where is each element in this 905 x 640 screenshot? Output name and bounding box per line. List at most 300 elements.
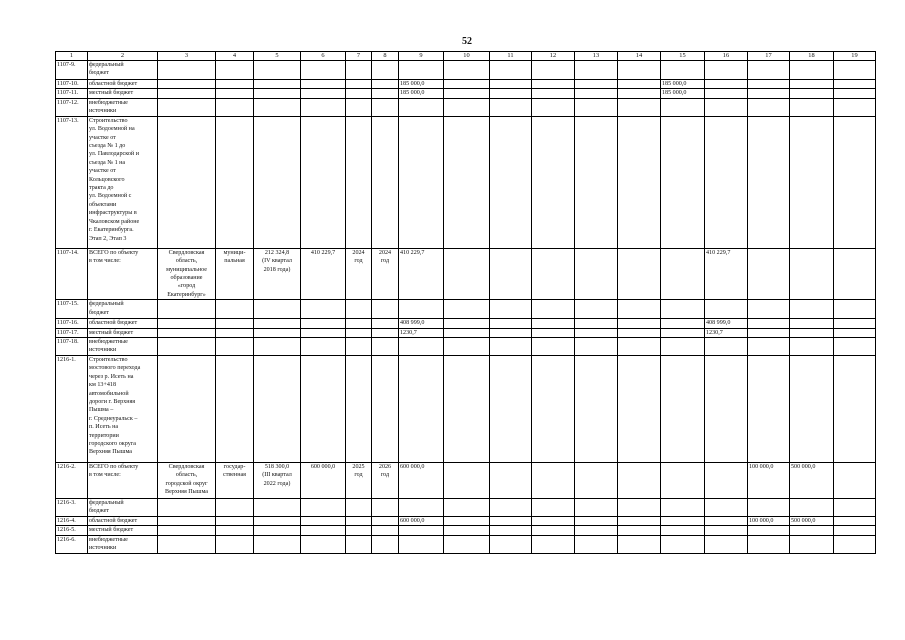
location-cell: Свердловская область, муниципальное образование «город Екатеринбург» (158, 248, 216, 299)
location-cell (158, 498, 216, 516)
end-year-cell (372, 535, 399, 553)
amount-cell (790, 498, 834, 516)
amount-cell (790, 526, 834, 535)
amount-cell (834, 498, 876, 516)
amount-cell (532, 355, 575, 462)
amount-cell (490, 498, 532, 516)
amount-cell (490, 462, 532, 498)
amount-cell (661, 300, 705, 319)
amount-cell (790, 116, 834, 248)
amount-cell (790, 355, 834, 462)
amount-cell (575, 328, 618, 337)
end-year-cell (372, 98, 399, 116)
end-year-cell (372, 61, 399, 80)
total-cost-cell (301, 516, 346, 525)
start-year-cell (346, 61, 372, 80)
row-code-cell: 1107-18. (56, 338, 88, 356)
total-cost-cell (301, 535, 346, 553)
amount-cell (790, 98, 834, 116)
ownership-cell (216, 498, 254, 516)
column-number-header: 18 (790, 52, 834, 61)
total-cost-cell (301, 355, 346, 462)
column-number-header: 12 (532, 52, 575, 61)
amount-cell: 408 999,0 (399, 319, 444, 328)
location-cell (158, 526, 216, 535)
amount-cell (490, 300, 532, 319)
total-cost-cell (301, 116, 346, 248)
column-number-header: 8 (372, 52, 399, 61)
amount-cell (834, 535, 876, 553)
amount-cell (618, 535, 661, 553)
amount-cell (575, 89, 618, 98)
ownership-cell (216, 300, 254, 319)
amount-cell (618, 462, 661, 498)
amount-cell (490, 338, 532, 356)
start-year-cell (346, 319, 372, 328)
amount-cell (575, 355, 618, 462)
location-cell (158, 116, 216, 248)
amount-cell (705, 462, 748, 498)
table-row (56, 300, 876, 319)
table-row (56, 355, 876, 462)
row-code-cell: 1107-11. (56, 89, 88, 98)
amount-cell (490, 516, 532, 525)
amount-cell (399, 498, 444, 516)
amount-cell (834, 355, 876, 462)
amount-cell (532, 516, 575, 525)
amount-cell (834, 98, 876, 116)
amount-cell: 500 000,0 (790, 516, 834, 525)
location-cell (158, 338, 216, 356)
amount-cell (490, 319, 532, 328)
table-row (56, 98, 876, 116)
amount-cell (834, 300, 876, 319)
amount-cell: 600 000,0 (399, 462, 444, 498)
total-cost-cell (301, 526, 346, 535)
start-year-cell (346, 328, 372, 337)
amount-cell (575, 516, 618, 525)
amount-cell (444, 248, 490, 299)
amount-cell (661, 61, 705, 80)
amount-cell (532, 462, 575, 498)
table-row (56, 61, 876, 80)
row-name-cell: внебюджетные источники (88, 535, 158, 553)
amount-cell (790, 319, 834, 328)
total-cost-cell (301, 319, 346, 328)
column-numbers-row (56, 52, 876, 61)
row-name-cell: федеральный бюджет (88, 498, 158, 516)
amount-cell (575, 462, 618, 498)
amount-cell (661, 526, 705, 535)
amount-cell (444, 498, 490, 516)
start-year-cell (346, 98, 372, 116)
table-row (56, 498, 876, 516)
column-number-header: 4 (216, 52, 254, 61)
amount-cell (705, 89, 748, 98)
estimated-cost-cell (254, 98, 301, 116)
column-number-header: 15 (661, 52, 705, 61)
row-code-cell: 1216-3. (56, 498, 88, 516)
end-year-cell (372, 80, 399, 89)
amount-cell (618, 89, 661, 98)
column-number-header: 17 (748, 52, 790, 61)
amount-cell (790, 328, 834, 337)
amount-cell (748, 535, 790, 553)
estimated-cost-cell (254, 355, 301, 462)
amount-cell (618, 355, 661, 462)
amount-cell (790, 61, 834, 80)
amount-cell (618, 116, 661, 248)
amount-cell (748, 89, 790, 98)
column-number-header: 13 (575, 52, 618, 61)
amount-cell (399, 526, 444, 535)
amount-cell (661, 319, 705, 328)
column-number-header: 11 (490, 52, 532, 61)
row-name-cell: внебюджетные источники (88, 338, 158, 356)
amount-cell (532, 338, 575, 356)
amount-cell (748, 498, 790, 516)
amount-cell (705, 80, 748, 89)
amount-cell (661, 535, 705, 553)
row-name-cell: местный бюджет (88, 328, 158, 337)
row-name-cell: федеральный бюджет (88, 61, 158, 80)
row-name-cell: ВСЕГО по объекту в том числе: (88, 248, 158, 299)
amount-cell (490, 61, 532, 80)
table-row (56, 80, 876, 89)
amount-cell (834, 338, 876, 356)
end-year-cell (372, 338, 399, 356)
end-year-cell: 2026 год (372, 462, 399, 498)
amount-cell (790, 535, 834, 553)
amount-cell (532, 80, 575, 89)
amount-cell (444, 116, 490, 248)
row-name-cell: федеральный бюджет (88, 300, 158, 319)
total-cost-cell: 600 000,0 (301, 462, 346, 498)
amount-cell (705, 535, 748, 553)
row-code-cell: 1107-12. (56, 98, 88, 116)
amount-cell (490, 116, 532, 248)
amount-cell (575, 248, 618, 299)
start-year-cell (346, 89, 372, 98)
total-cost-cell (301, 300, 346, 319)
end-year-cell (372, 319, 399, 328)
amount-cell (661, 355, 705, 462)
amount-cell (575, 300, 618, 319)
amount-cell (444, 98, 490, 116)
table-row (56, 526, 876, 535)
estimated-cost-cell (254, 535, 301, 553)
estimated-cost-cell: 518 300,0 (III квартал 2022 года) (254, 462, 301, 498)
amount-cell (834, 328, 876, 337)
table-row (56, 535, 876, 553)
amount-cell (575, 526, 618, 535)
amount-cell (399, 535, 444, 553)
amount-cell (618, 80, 661, 89)
amount-cell (705, 116, 748, 248)
amount-cell (705, 98, 748, 116)
amount-cell (575, 80, 618, 89)
ownership-cell (216, 526, 254, 535)
amount-cell (705, 355, 748, 462)
row-code-cell: 1216-1. (56, 355, 88, 462)
amount-cell (532, 498, 575, 516)
ownership-cell: государ- ственная (216, 462, 254, 498)
amount-cell (834, 248, 876, 299)
amount-cell (490, 98, 532, 116)
amount-cell (748, 300, 790, 319)
column-number-header: 16 (705, 52, 748, 61)
amount-cell (444, 61, 490, 80)
start-year-cell: 2024 год (346, 248, 372, 299)
amount-cell (575, 116, 618, 248)
total-cost-cell (301, 498, 346, 516)
table-row (56, 319, 876, 328)
amount-cell (748, 328, 790, 337)
amount-cell (444, 516, 490, 525)
estimated-cost-cell (254, 61, 301, 80)
amount-cell (575, 61, 618, 80)
column-number-header: 9 (399, 52, 444, 61)
amount-cell: 500 000,0 (790, 462, 834, 498)
location-cell (158, 300, 216, 319)
amount-cell (790, 89, 834, 98)
ownership-cell (216, 61, 254, 80)
page-number: 52 (462, 36, 472, 47)
estimated-cost-cell (254, 338, 301, 356)
amount-cell (532, 526, 575, 535)
amount-cell (575, 319, 618, 328)
amount-cell: 600 000,0 (399, 516, 444, 525)
row-code-cell: 1107-14. (56, 248, 88, 299)
amount-cell: 185 000,0 (399, 80, 444, 89)
total-cost-cell (301, 98, 346, 116)
column-number-header: 7 (346, 52, 372, 61)
amount-cell (444, 535, 490, 553)
estimated-cost-cell (254, 498, 301, 516)
amount-cell (834, 61, 876, 80)
row-code-cell: 1107-9. (56, 61, 88, 80)
row-code-cell: 1107-13. (56, 116, 88, 248)
ownership-cell (216, 535, 254, 553)
amount-cell (532, 535, 575, 553)
table-row (56, 338, 876, 356)
column-number-header: 1 (56, 52, 88, 61)
amount-cell (532, 328, 575, 337)
end-year-cell (372, 116, 399, 248)
column-number-header: 6 (301, 52, 346, 61)
total-cost-cell (301, 89, 346, 98)
amount-cell (705, 61, 748, 80)
amount-cell (748, 355, 790, 462)
ownership-cell (216, 116, 254, 248)
end-year-cell (372, 328, 399, 337)
row-name-cell: ВСЕГО по объекту в том числе: (88, 462, 158, 498)
amount-cell (618, 328, 661, 337)
amount-cell (618, 98, 661, 116)
end-year-cell (372, 355, 399, 462)
total-cost-cell (301, 61, 346, 80)
ownership-cell (216, 516, 254, 525)
row-name-cell: внебюджетные источники (88, 98, 158, 116)
amount-cell (618, 300, 661, 319)
amount-cell (490, 355, 532, 462)
amount-cell (618, 498, 661, 516)
start-year-cell (346, 516, 372, 525)
amount-cell (618, 61, 661, 80)
row-code-cell: 1216-4. (56, 516, 88, 525)
column-number-header: 5 (254, 52, 301, 61)
row-code-cell: 1107-15. (56, 300, 88, 319)
amount-cell: 185 000,0 (399, 89, 444, 98)
amount-cell (490, 248, 532, 299)
start-year-cell (346, 498, 372, 516)
location-cell (158, 98, 216, 116)
start-year-cell: 2025 год (346, 462, 372, 498)
row-code-cell: 1216-5. (56, 526, 88, 535)
location-cell: Свердловская область, городской округ Верхняя Пышма (158, 462, 216, 498)
amount-cell (705, 526, 748, 535)
estimated-cost-cell (254, 116, 301, 248)
amount-cell (490, 89, 532, 98)
amount-cell (705, 516, 748, 525)
total-cost-cell (301, 80, 346, 89)
row-name-cell: Строительство ул. Водоемной на участке от съезда № 1 до ул. Павлодарской и съезда № 1 на участке от Кольцовского тракта до ул. Водоемной с объектами инфраструктуры в Чкаловском районе г. Екатеринбурга. Этап 2, Этап 3 (88, 116, 158, 248)
row-name-cell: областной бюджет (88, 516, 158, 525)
amount-cell (399, 61, 444, 80)
ownership-cell (216, 328, 254, 337)
amount-cell (618, 516, 661, 525)
amount-cell (748, 338, 790, 356)
row-name-cell: областной бюджет (88, 80, 158, 89)
amount-cell: 1230,7 (399, 328, 444, 337)
location-cell (158, 516, 216, 525)
amount-cell: 185 000,0 (661, 89, 705, 98)
ownership-cell (216, 89, 254, 98)
amount-cell (490, 80, 532, 89)
location-cell (158, 328, 216, 337)
amount-cell (705, 338, 748, 356)
column-number-header: 3 (158, 52, 216, 61)
amount-cell (532, 98, 575, 116)
amount-cell (748, 526, 790, 535)
amount-cell: 410 229,7 (705, 248, 748, 299)
amount-cell (705, 498, 748, 516)
end-year-cell (372, 526, 399, 535)
amount-cell (618, 338, 661, 356)
location-cell (158, 80, 216, 89)
amount-cell (748, 80, 790, 89)
row-code-cell: 1107-17. (56, 328, 88, 337)
amount-cell (661, 328, 705, 337)
amount-cell (399, 98, 444, 116)
amount-cell (748, 248, 790, 299)
ownership-cell (216, 355, 254, 462)
amount-cell (444, 80, 490, 89)
amount-cell (618, 319, 661, 328)
amount-cell (575, 338, 618, 356)
amount-cell (532, 300, 575, 319)
location-cell (158, 535, 216, 553)
amount-cell (532, 116, 575, 248)
estimated-cost-cell (254, 300, 301, 319)
ownership-cell (216, 80, 254, 89)
amount-cell: 408 999,0 (705, 319, 748, 328)
estimated-cost-cell (254, 319, 301, 328)
amount-cell: 1230,7 (705, 328, 748, 337)
amount-cell (790, 80, 834, 89)
amount-cell (834, 319, 876, 328)
amount-cell (790, 338, 834, 356)
amount-cell: 100 000,0 (748, 516, 790, 525)
amount-cell (834, 89, 876, 98)
amount-cell (490, 526, 532, 535)
amount-cell (444, 328, 490, 337)
start-year-cell (346, 300, 372, 319)
total-cost-cell: 410 229,7 (301, 248, 346, 299)
amount-cell (444, 526, 490, 535)
amount-cell (661, 498, 705, 516)
row-code-cell: 1107-16. (56, 319, 88, 328)
row-code-cell: 1216-6. (56, 535, 88, 553)
end-year-cell (372, 300, 399, 319)
estimated-cost-cell (254, 516, 301, 525)
amount-cell (532, 89, 575, 98)
amount-cell (490, 535, 532, 553)
total-cost-cell (301, 338, 346, 356)
estimated-cost-cell: 212 324,8 (IV квартал 2018 года) (254, 248, 301, 299)
amount-cell (661, 248, 705, 299)
location-cell (158, 355, 216, 462)
column-number-header: 14 (618, 52, 661, 61)
row-name-cell: областной бюджет (88, 319, 158, 328)
amount-cell (661, 516, 705, 525)
amount-cell (748, 98, 790, 116)
amount-cell (399, 116, 444, 248)
amount-cell (399, 300, 444, 319)
amount-cell (444, 338, 490, 356)
row-code-cell: 1216-2. (56, 462, 88, 498)
ownership-cell (216, 338, 254, 356)
start-year-cell (346, 535, 372, 553)
table-row (56, 89, 876, 98)
amount-cell (532, 248, 575, 299)
amount-cell (834, 516, 876, 525)
amount-cell (490, 328, 532, 337)
amount-cell (661, 98, 705, 116)
amount-cell (444, 462, 490, 498)
amount-cell (444, 355, 490, 462)
column-number-header: 10 (444, 52, 490, 61)
amount-cell: 100 000,0 (748, 462, 790, 498)
end-year-cell (372, 516, 399, 525)
amount-cell (399, 355, 444, 462)
amount-cell (834, 116, 876, 248)
table-row (56, 516, 876, 525)
ownership-cell (216, 98, 254, 116)
amount-cell: 185 000,0 (661, 80, 705, 89)
amount-cell: 410 229,7 (399, 248, 444, 299)
start-year-cell (346, 338, 372, 356)
end-year-cell (372, 498, 399, 516)
amount-cell (834, 80, 876, 89)
amount-cell (661, 338, 705, 356)
start-year-cell (346, 526, 372, 535)
start-year-cell (346, 80, 372, 89)
amount-cell (661, 462, 705, 498)
column-number-header: 19 (834, 52, 876, 61)
amount-cell (532, 319, 575, 328)
estimated-cost-cell (254, 526, 301, 535)
